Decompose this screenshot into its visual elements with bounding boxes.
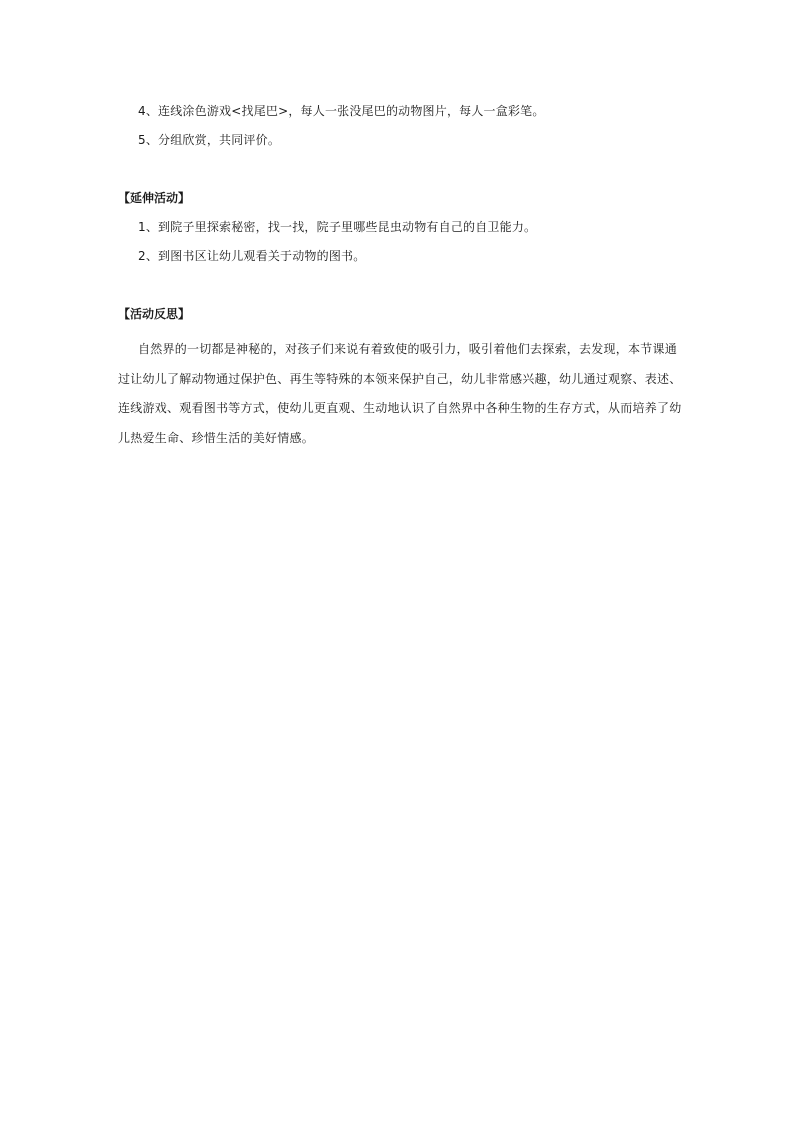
step-5: 5、分组欣赏，共同评价。 [138,133,281,147]
extension-item-1: 1、到院子里探索秘密，找一找，院子里哪些昆虫动物有自己的自卫能力。 [138,220,537,234]
reflection-heading: 【活动反思】 [118,307,191,321]
reflection-paragraph: 自然界的一切都是神秘的，对孩子们来说有着致使的吸引力，吸引着他们去探索，去发现，本节课通过让幼儿了解动物通过保护色、再生等特殊的本领来保护自己，幼儿非常感兴趣，幼儿通过观察、表述、连线游戏、观看图书等方式，使幼儿更直观、生动地认识了自然界中各种生物的生存方式，从而培养了幼儿热爱生命、珍惜生活的美好情感。 [118,342,682,445]
extension-heading: 【延伸活动】 [118,191,191,205]
extension-item-2: 2、到图书区让幼儿观看关于动物的图书。 [138,249,366,263]
step-4: 4、连线涂色游戏<找尾巴>，每人一张没尾巴的动物图片，每人一盒彩笔。 [138,104,545,118]
